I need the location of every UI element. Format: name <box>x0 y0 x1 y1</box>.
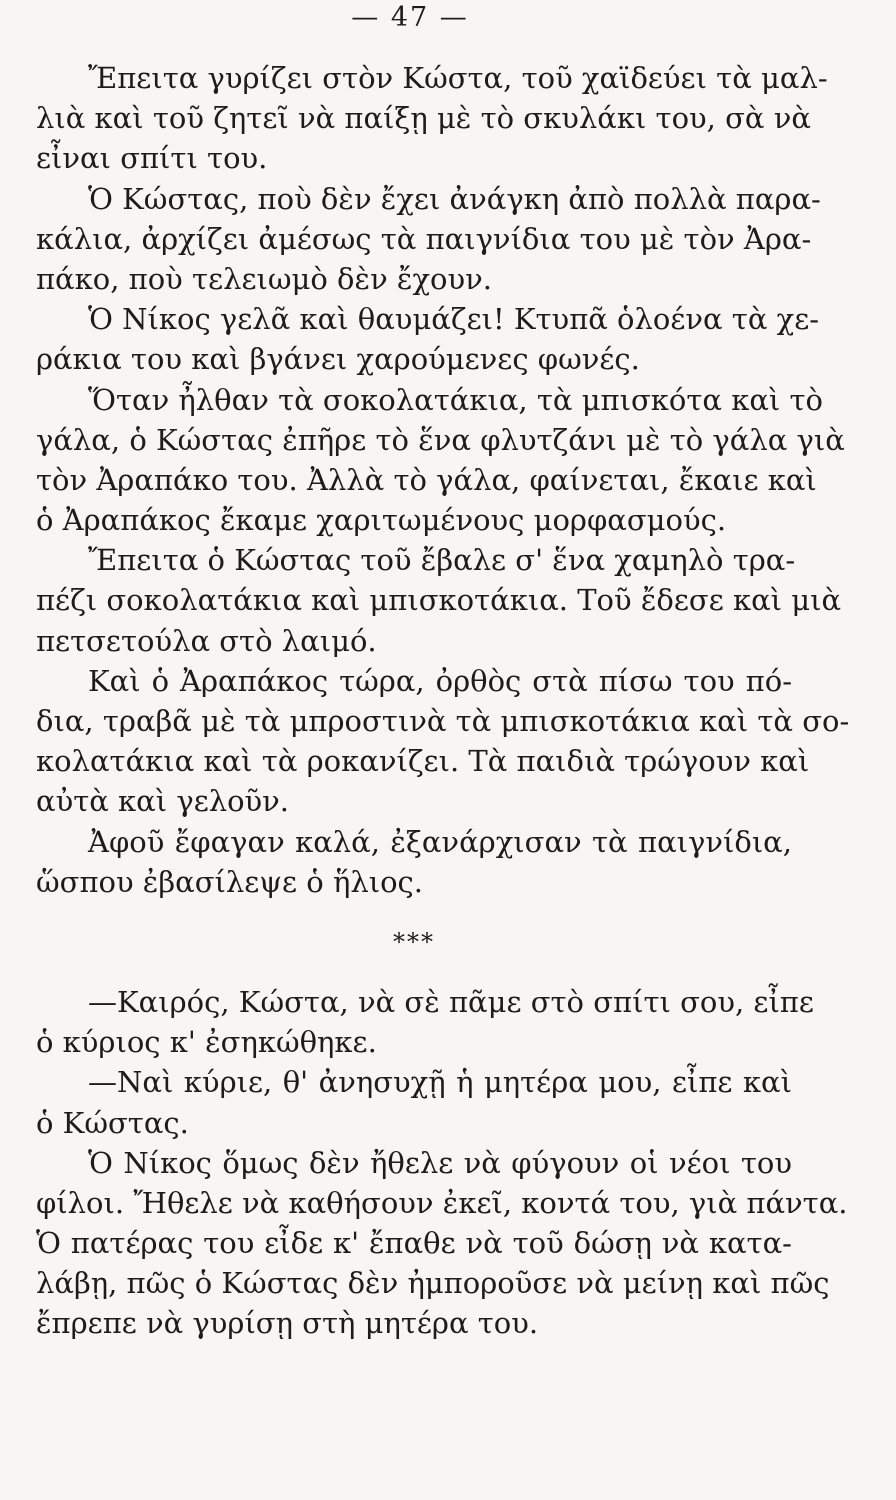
text-line: αὐτὰ καὶ γελοῦν. <box>36 784 290 819</box>
text-line: ὥσπου ἐβασίλεψε ὁ ἥλιος. <box>36 864 423 899</box>
paragraph <box>36 1062 792 1142</box>
body-text <box>36 58 850 1344</box>
text-line: Ἀφοῦ ἔφαγαν καλά, ἐξανάρχισαν τὰ παιγνίδια, <box>88 824 792 859</box>
paragraph <box>36 179 821 300</box>
text-line: Ὁ πατέρας του εἶδε κ' ἔπαθε νὰ τοῦ δώσῃ νὰ κατα- <box>36 1226 792 1261</box>
text-line: πάκο, ποὺ τελειωμὸ δὲν ἔχουν. <box>36 261 492 296</box>
text-line: φίλοι. Ἤθελε νὰ καθήσουν ἐκεῖ, κοντά του, γιὰ πάντα. <box>36 1185 848 1220</box>
text-line: εἶναι σπίτι του. <box>36 141 268 176</box>
text-line: ὁ Ἀραπάκος ἔκαμε χαριτωμένους μορφασμούς. <box>36 503 727 538</box>
paragraph <box>36 982 814 1062</box>
text-line: Καὶ ὁ Ἀραπάκος τώρα, ὀρθὸς στὰ πίσω του πό- <box>88 663 792 698</box>
text-line: λιὰ καὶ τοῦ ζητεῖ νὰ παίξῃ μὲ τὸ σκυλάκι του, σὰ νὰ <box>36 101 811 136</box>
text-line: ὁ Κώστας. <box>36 1105 189 1140</box>
paragraph <box>36 380 845 541</box>
page-number: — 47 — <box>351 2 469 33</box>
text-line: Ἔπειτα ὁ Κώστας τοῦ ἔβαλε σ' ἕνα χαμηλὸ τρα- <box>88 543 796 578</box>
paragraph <box>36 540 842 661</box>
paragraph <box>36 299 820 379</box>
text-line: ἔπρεπε νὰ γυρίσῃ στὴ μητέρα του. <box>36 1306 539 1341</box>
paragraph <box>36 661 850 822</box>
text-line: ράκια του καὶ βγάνει χαρούμενες φωνές. <box>36 342 640 377</box>
text-part-after-separator <box>36 982 848 1344</box>
text-line: Ἔπειτα γυρίζει στὸν Κώστα, τοῦ χαϊδεύει τὰ μαλ- <box>88 61 828 95</box>
text-part-before-separator <box>36 58 850 902</box>
text-line: Ὅταν ἦλθαν τὰ σοκολατάκια, τὰ μπισκότα καὶ τὸ <box>88 382 824 417</box>
text-line: πετσετούλα στὸ λαιμό. <box>36 623 377 658</box>
text-line: γάλα, ὁ Κώστας ἐπῆρε τὸ ἕνα φλυτζάνι μὲ τὸ γάλα γιὰ <box>36 422 845 457</box>
text-line: κολατάκια καὶ τὰ ροκανίζει. Τὰ παιδιὰ τρώγουν καὶ <box>36 744 810 779</box>
section-separator: *** <box>393 927 435 956</box>
text-line: ὁ κύριος κ' ἐσηκώθηκε. <box>36 1025 377 1060</box>
text-line: πέζι σοκολατάκια καὶ μπισκοτάκια. Τοῦ ἔδεσε καὶ μιὰ <box>36 583 842 618</box>
text-line: —Καιρός, Κώστα, νὰ σὲ πᾶμε στὸ σπίτι σου, εἶπε <box>88 984 814 1019</box>
text-line: λάβῃ, πῶς ὁ Κώστας δὲν ἠμποροῦσε νὰ μείνῃ καὶ πῶς <box>36 1266 830 1301</box>
text-line: κάλια, ἀρχίζει ἀμέσως τὰ παιγνίδια του μὲ τὸν Ἀρα- <box>36 221 812 256</box>
paragraph <box>36 1143 848 1344</box>
text-line: Ὁ Νίκος γελᾶ καὶ θαυμάζει! Κτυπᾶ ὁλοένα τὰ χε- <box>88 302 820 337</box>
text-line: Ὁ Κώστας, ποὺ δὲν ἔχει ἀνάγκη ἀπὸ πολλὰ παρα- <box>88 181 821 216</box>
text-line: τὸν Ἀραπάκο του. Ἀλλὰ τὸ γάλα, φαίνεται, ἔκαιε καὶ <box>36 462 817 497</box>
text-line: —Ναὶ κύριε, θ' ἀνησυχῇ ἡ μητέρα μου, εἶπε καὶ <box>88 1065 792 1100</box>
paragraph <box>36 58 828 179</box>
text-line: Ὁ Νίκος ὅμως δὲν ἤθελε νὰ φύγουν οἱ νέοι του <box>88 1145 792 1180</box>
text-line: δια, τραβᾶ μὲ τὰ μπροστινὰ τὰ μπισκοτάκια καὶ τὰ σο- <box>36 704 850 738</box>
paragraph <box>36 822 792 902</box>
